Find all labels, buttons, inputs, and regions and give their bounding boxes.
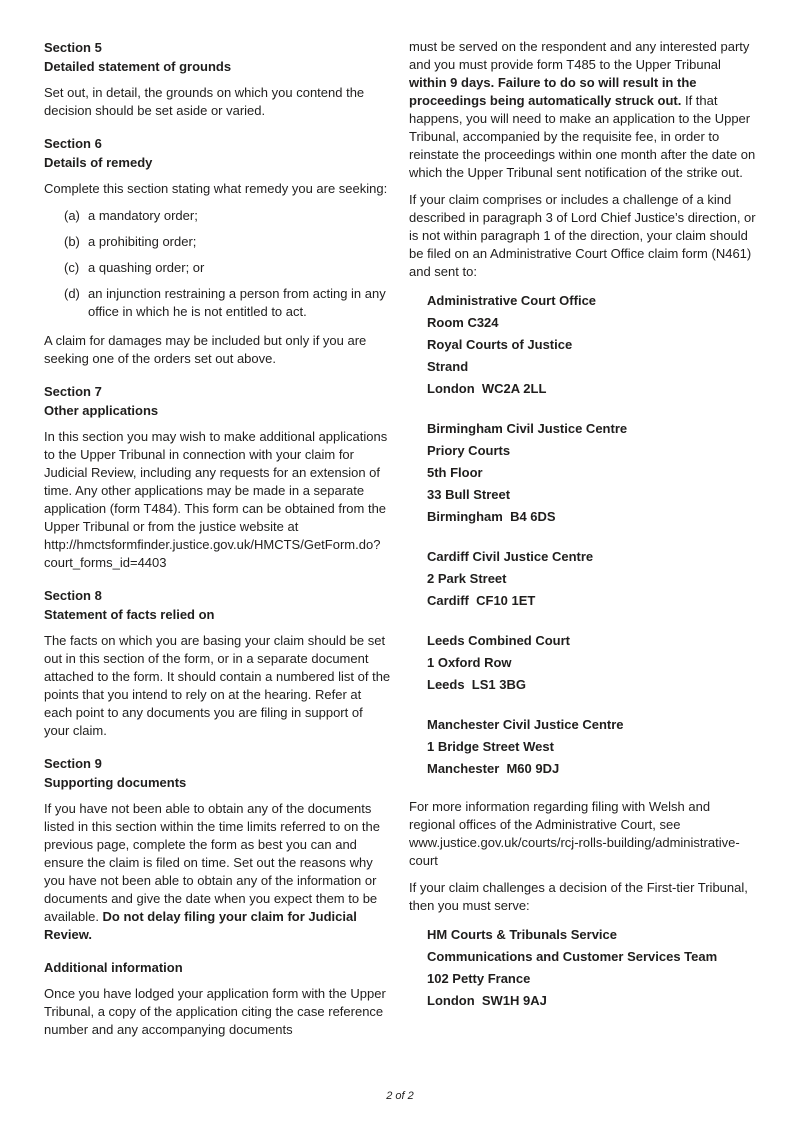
address-block (427, 546, 756, 612)
address-line: Leeds LS1 3BG (427, 677, 526, 692)
address-block (427, 290, 756, 400)
paragraph (44, 84, 391, 120)
list-item (44, 285, 391, 321)
section-heading (44, 382, 391, 420)
address-line: 5th Floor (427, 465, 483, 480)
section-heading (44, 38, 391, 76)
address-line: Royal Courts of Justice (427, 337, 573, 352)
address-block (427, 630, 756, 696)
section-heading (44, 958, 391, 977)
paragraph (409, 191, 756, 281)
paragraph (44, 985, 391, 1039)
section-heading (44, 134, 391, 172)
heading-line: Section 9 (44, 756, 102, 771)
address-block (427, 924, 756, 1012)
address-line: Cardiff Civil Justice Centre (427, 549, 594, 564)
address-line: Administrative Court Office (427, 293, 597, 308)
heading-line: Section 8 (44, 588, 102, 603)
heading-line: Section 5 (44, 40, 102, 55)
text-run: In this section you may wish to make additional applications to the Upper Tribunal in connection with your claim for Judicial Review, including any requests for an extension of time. Any other applications may be made in a separate application (form T484). This form can be obtained from the Upper Tribunal or from the justice website at http://hmctsformfinder.justice.gov.uk/HMCTS/GetForm.do?court_forms_id=4403 (44, 429, 388, 570)
address-line: Communications and Customer Services Team (427, 949, 718, 964)
heading-line: Statement of facts relied on (44, 607, 215, 622)
address-line: Birmingham Civil Justice Centre (427, 421, 628, 436)
text-run: Set out, in detail, the grounds on which you contend the decision should be set aside or varied. (44, 85, 365, 118)
text-run: If you have not been able to obtain any of the documents listed in this section within the time limits referred to on the previous page, complete the form as best you can and ensure the claim is filed on time. Set out the reasons why you have not been able to obtain any of the information or documents and give the date when you expect them to be available. (44, 801, 380, 924)
list-item (44, 207, 391, 225)
address-line: 102 Petty France (427, 971, 531, 986)
address-block (427, 418, 756, 528)
text-run: must be served on the respondent and any interested party and you must provide form T485 to the Upper Tribunal (409, 39, 750, 72)
paragraph (44, 632, 391, 740)
address-line: Strand (427, 359, 469, 374)
list-item-marker: (a) (64, 208, 80, 223)
list-item (44, 233, 391, 251)
address-line: Manchester M60 9DJ (427, 761, 560, 776)
heading-line: Detailed statement of grounds (44, 59, 232, 74)
paragraph (44, 332, 391, 368)
address-line: London WC2A 2LL (427, 381, 547, 396)
address-line: Manchester Civil Justice Centre (427, 717, 624, 732)
paragraph (409, 879, 756, 915)
address-line: 1 Oxford Row (427, 655, 512, 670)
section-heading (44, 586, 391, 624)
paragraph (409, 38, 756, 182)
text-run: A claim for damages may be included but only if you are seeking one of the orders set out above. (44, 333, 367, 366)
lettered-list (44, 207, 391, 321)
text-run: For more information regarding filing with Welsh and regional offices of the Administrative Court, see www.justice.gov.uk/courts/rcj-rolls-building/administrative-court (409, 799, 740, 868)
list-item-marker: (d) (64, 286, 80, 301)
text-run: Complete this section stating what remedy you are seeking: (44, 181, 388, 196)
paragraph (44, 428, 391, 572)
address-line: 1 Bridge Street West (427, 739, 554, 754)
address-line: Birmingham B4 6DS (427, 509, 556, 524)
paragraph (44, 800, 391, 944)
section-heading (44, 754, 391, 792)
heading-line: Section 7 (44, 384, 102, 399)
text-run: The facts on which you are basing your claim should be set out in this section of the form, or in a separate document attached to the form. It should contain a numbered list of the points that you intend to rely on at the hearing. Refer at each point to any documents you are filing in support of your claim. (44, 633, 391, 738)
list-item-text: a prohibiting order; (88, 234, 197, 249)
bold-text-run: Do not delay filing your claim for Judicial Review. (44, 909, 357, 942)
list-item-text: an injunction restraining a person from acting in any office in which he is not entitled to act. (88, 286, 386, 319)
left-column (44, 38, 391, 1048)
heading-line: Other applications (44, 403, 159, 418)
text-run: If your claim challenges a decision of the First-tier Tribunal, then you must serve: (409, 880, 748, 913)
address-line: HM Courts & Tribunals Service (427, 927, 617, 942)
address-block (427, 714, 756, 780)
address-line: 33 Bull Street (427, 487, 511, 502)
bold-text-run: within 9 days. Failure to do so will result in the proceedings being automatically struck out. (409, 75, 697, 108)
text-run: Once you have lodged your application form with the Upper Tribunal, a copy of the application citing the case reference number and any accompanying documents (44, 986, 386, 1037)
list-item-text: a mandatory order; (88, 208, 198, 223)
text-run: If your claim comprises or includes a challenge of a kind described in paragraph 3 of Lord Chief Justice’s direction, or is not within paragraph 1 of the direction, your claim should be filed on an Administrative Court Office claim form (N461) and sent to: (409, 192, 756, 279)
heading-line: Supporting documents (44, 775, 187, 790)
page-number: 2 of 2 (386, 1090, 414, 1102)
text-run: If that happens, you will need to make an application to the Upper Tribunal, accompanied by the requisite fee, in order to reinstate the proceedings within one month after the date on which the Upper Tribunal sent notification of the strike out. (409, 93, 756, 180)
paragraph (44, 180, 391, 198)
heading-line: Section 6 (44, 136, 102, 151)
address-line: 2 Park Street (427, 571, 507, 586)
list-item-marker: (b) (64, 234, 80, 249)
paragraph (409, 798, 756, 870)
address-line: Priory Courts (427, 443, 511, 458)
heading-line: Details of remedy (44, 155, 153, 170)
address-line: Cardiff CF10 1ET (427, 593, 536, 608)
list-item (44, 259, 391, 277)
right-column (409, 38, 756, 1048)
address-line: Room C324 (427, 315, 499, 330)
list-item-text: a quashing order; or (88, 260, 205, 275)
heading-line: Additional information (44, 960, 183, 975)
address-line: London SW1H 9AJ (427, 993, 547, 1008)
address-line: Leeds Combined Court (427, 633, 571, 648)
list-item-marker: (c) (64, 260, 80, 275)
